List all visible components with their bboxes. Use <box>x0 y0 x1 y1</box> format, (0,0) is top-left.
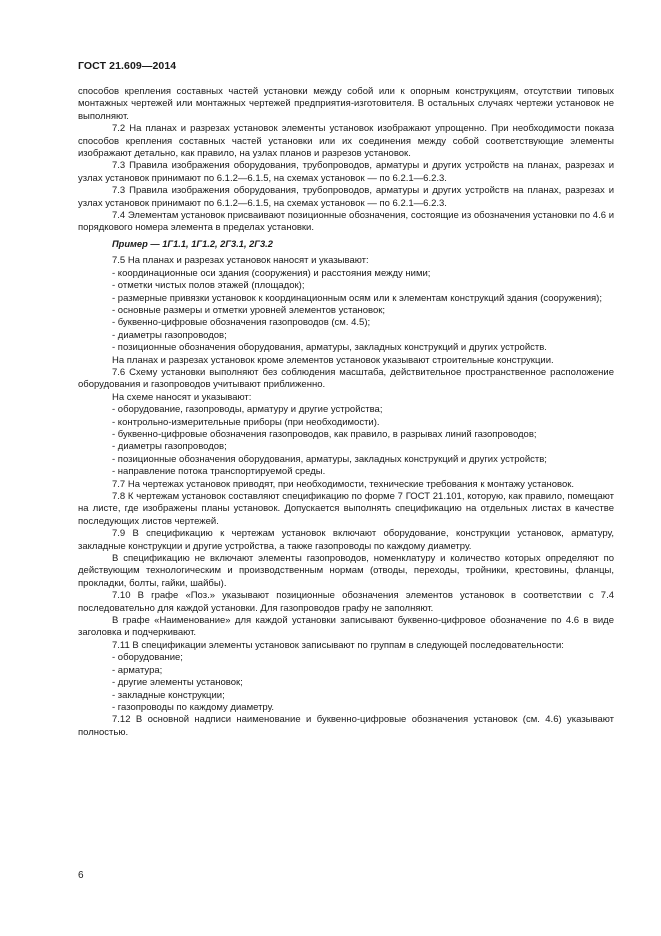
paragraph: 7.10 В графе «Поз.» указывают позиционные обозначения элементов установок в соответствии с 7.4 последовательно для каждой установки. Для газопроводов графу не заполняют. <box>78 590 614 614</box>
list-item: - отметки чистых полов этажей (площадок); <box>112 280 305 292</box>
list-item: - направление потока транспортируемой среды. <box>112 466 326 478</box>
paragraph: 7.11 В спецификации элементы установок записывают по группам в следующей последовательности: <box>112 639 564 651</box>
document-page <box>78 60 614 739</box>
list-item: - буквенно-цифровые обозначения газопроводов (см. 4.5); <box>112 317 371 329</box>
paragraph: В графе «Наименование» для каждой установки записывают буквенно-цифровое обозначение по 4.6 в виде заголовка и подчеркивают. <box>78 615 614 639</box>
list-item: - буквенно-цифровые обозначения газопроводов, как правило, в разрывах линий газопроводов; <box>112 428 537 440</box>
document-body <box>78 86 614 739</box>
paragraph: На схеме наносят и указывают: <box>112 391 252 403</box>
list-item: - оборудование; <box>112 652 183 664</box>
example-line: Пример — 1Г1.1, 1Г1.2, 2Г3.1, 2Г3.2 <box>112 238 273 249</box>
list-item: - газопроводы по каждому диаметру. <box>112 701 275 713</box>
paragraph: 7.4 Элементам установок присваивают позиционные обозначения, состоящие из обозначения установки по 4.6 и порядкового номера элемента в пределах установки. <box>78 210 614 234</box>
paragraph: 7.5 На планах и разрезах установок наносят и указывают: <box>112 255 369 267</box>
page-number: 6 <box>78 870 84 881</box>
paragraph: 7.3 Правила изображения оборудования, трубопроводов, арматуры и других устройств на планах, разрезах и узлах установок принимают по 6.1.2—6.1.5, на схемах установок — по 6.2.1—6.2.3. <box>78 185 614 209</box>
list-item: - диаметры газопроводов; <box>112 441 227 453</box>
list-item: - координационные оси здания (сооружения) и расстояния между ними; <box>112 267 431 279</box>
document-header: ГОСТ 21.609—2014 <box>78 60 177 72</box>
list-item: - позиционные обозначения оборудования, арматуры, закладных конструкций и других устройств; <box>112 453 547 465</box>
paragraph: 7.7 На чертежах установок приводят, при необходимости, технические требования к монтажу установок. <box>112 478 575 490</box>
list-item: - диаметры газопроводов; <box>112 329 227 341</box>
list-item: - арматура; <box>112 664 163 676</box>
list-item: - закладные конструкции; <box>112 689 225 701</box>
paragraph: 7.3 Правила изображения оборудования, трубопроводов, арматуры и других устройств на планах, разрезах и узлах установок принимают по 6.1.2—6.1.5, на схемах установок — по 6.2.1—6.2.3. <box>78 160 614 184</box>
paragraph: 7.6 Схему установки выполняют без соблюдения масштаба, действительное пространственное расположение оборудования и газопроводов учитывают приближенно. <box>78 366 614 391</box>
paragraph: 7.2 На планах и разрезах установок элементы установок изображают упрощенно. При необходимости показа способов крепления составных частей установки или их соединения между собой соответствующие элементы изображают детально, как правило, на узлах планов и разрезов установок. <box>78 123 614 160</box>
list-item: - позиционные обозначения оборудования, арматуры, закладных конструкций и других устройств. <box>112 342 547 354</box>
list-item: - другие элементы установок; <box>112 677 243 689</box>
paragraph: 7.8 К чертежам установок составляют спецификацию по форме 7 ГОСТ 21.101, которую, как правило, помещают на листе, где изображены планы установок. Допускается выполнять спецификацию на отдельных листах в качестве последующих листов чертежей. <box>78 491 614 527</box>
paragraph: 7.12 В основной надписи наименование и буквенно-цифровые обозначения установок (см. 4.6) указывают полностью. <box>78 714 614 738</box>
paragraph: 7.9 В спецификацию к чертежам установок включают оборудование, конструкции установок, арматуру, закладные конструкции и другие устройства, а также газопроводы по каждому диаметру. <box>78 528 614 552</box>
paragraph: На планах и разрезах установок кроме элементов установок указывают строительные конструкции. <box>112 354 554 366</box>
list-item: - размерные привязки установок к координационным осям или к элементам конструкций здания (сооружения); <box>112 292 602 304</box>
paragraph: В спецификацию не включают элементы газопроводов, номенклатуру и количество которых определяют по действующим технологическим и производственным нормам (отводы, переходы, тройники, крестовины, фланцы, прокладки, болты, гайки, шайбы). <box>78 553 614 589</box>
list-item: - оборудование, газопроводы, арматуру и другие устройства; <box>112 404 383 416</box>
list-item: - основные размеры и отметки уровней элементов установок; <box>112 304 386 316</box>
list-item: - контрольно-измерительные приборы (при необходимости). <box>112 416 380 428</box>
paragraph-continuation: способов крепления составных частей установки между собой или к опорным конструкциям, отсутствии типовых монтажных чертежей или монтажных чертежей предприятия-изготовителя. В остальных случаях чертежи установок не выполняют. <box>78 86 614 122</box>
